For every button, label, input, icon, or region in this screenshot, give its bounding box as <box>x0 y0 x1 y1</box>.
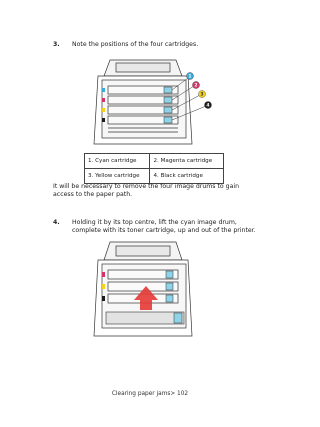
printer-cartridges-figure <box>88 56 218 148</box>
callout-1-label: 1 <box>188 74 192 80</box>
paragraph-text: It will be necessary to remove the four image drums to gain access to the paper path. <box>53 183 239 198</box>
callout-3-label: 3 <box>200 92 204 98</box>
step-4-text: Holding it by its top centre, lift the cyan image drum, complete with its toner cartridge, up and out of the printer. <box>72 219 256 234</box>
legend-cell: 4. Black cartridge <box>150 169 224 184</box>
step-3-text: Note the positions of the four cartridges. <box>72 41 199 48</box>
step-3-number: 3. <box>53 41 60 48</box>
legend-cell: 1. Cyan cartridge <box>85 154 150 169</box>
callout-4-label: 4 <box>206 103 210 109</box>
cartridge-legend-table <box>84 153 224 184</box>
table-row <box>85 169 224 184</box>
table-row <box>85 154 224 169</box>
lift-drum-figure <box>88 238 218 340</box>
legend-cell: 3. Yellow cartridge <box>85 169 150 184</box>
callout-2-label: 2 <box>194 83 198 89</box>
page-footer: Clearing paper jams> 102 <box>111 391 189 397</box>
step-4-number: 4. <box>53 219 60 226</box>
legend-cell: 2. Magenta cartridge <box>150 154 224 169</box>
